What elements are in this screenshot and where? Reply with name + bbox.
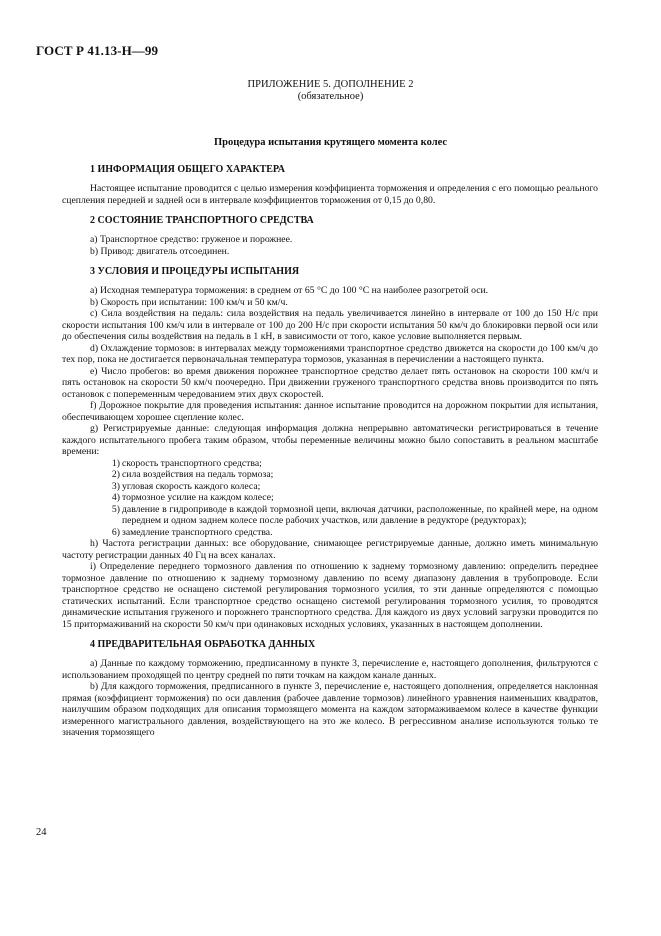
list-item [62, 481, 598, 493]
section-3-item-a: а) Исходная температура торможения: в среднем от 65 °С до 100 °С на наиболее разогретой оси. [90, 285, 489, 296]
section-4-heading: 4 ПРЕДВАРИТЕЛЬНАЯ ОБРАБОТКА ДАННЫХ [90, 639, 316, 650]
document-body [62, 160, 598, 739]
section-3-heading: 3 УСЛОВИЯ И ПРОЦЕДУРЫ ИСПЫТАНИЯ [90, 266, 300, 277]
section-3-item-f: f) Дорожное покрытие для проведения испытания: данное испытание проводится на дорожном покрытии для испытания, обеспечивающем хорошее сцепление колес. [62, 400, 598, 423]
list-item-text: давление в гидроприводе в каждой тормозной цепи, включая датчики, расположенные, по крайней мере, на одном переднем и одном заднем колесе после рабочих участков, или давление в редукторе (редукторах); [122, 503, 598, 526]
section-1-heading: 1 ИНФОРМАЦИЯ ОБЩЕГО ХАРАКТЕРА [90, 164, 285, 175]
section-3-item-e: е) Число пробегов: во время движения порожнее транспортное средство делает пять остановок на скорости 100 км/ч и пять остановок на скорости 50 км/ч поочередно. При движении груженого транспортного средства вновь производится по пять остановок с попеременным чередованием этих двух скоростей. [62, 365, 598, 400]
section-3-item-h: h) Частота регистрации данных: все оборудование, снимающее регистрируемые данные, должно иметь минимальную частоту регистрации данных 40 Гц на всех каналах. [62, 538, 598, 561]
list-item-number: 4) [111, 492, 120, 503]
recorded-data-list [62, 458, 598, 539]
list-item [62, 504, 598, 527]
document-id: ГОСТ Р 41.13-Н—99 [36, 43, 159, 58]
section-3-item-b: b) Скорость при испытании: 100 км/ч и 50 км/ч. [90, 296, 288, 308]
list-item [62, 527, 598, 539]
list-item-text: угловая скорость каждого колеса; [122, 480, 261, 492]
section-4-item-b: b) Для каждого торможения, предписанного в пункте 3, перечисление е, настоящего дополнения, определяется наклонная прямая (коэффициент торможения) по оси давления (рабочее давление тормозов) линейного уравнения наименьших квадратов, наилучшим образом подходящих для описания тормозящего момента на каждом затормаживаемом колесе в качестве функции измеренного магистрального давления, воздействующего на это же колесо. В регрессивном анализе используются только те значения тормозящего [62, 681, 598, 738]
section-2-item-b: b) Привод: двигатель отсоединен. [90, 245, 230, 257]
list-item-text: замедление транспортного средства. [122, 526, 273, 538]
section-3-item-i: i) Определение переднего тормозного давления по отношению к заднему тормозному давлению: определить переднее тормозное давление по отношению к заднему тормозному давлению по всему диапазону давления в трубопроводе. Если транспортное средство не оснащено системой регулирования тормозного усилия, то эти данные определяются с помощью статических испытаний. Если транспортное средство оснащено системой регулирования тормозного усилия, то проводятся динамические испытания груженого и порожнего транспортного средства. Для каждого из двух условий загрузки проводится по 15 притормаживаний на скорости 50 км/ч при одинаковых исходных условиях, указанных в настоящем дополнении. [62, 561, 598, 630]
list-item [62, 469, 598, 481]
list-item-number: 1) [111, 457, 120, 469]
appendix-title: ПРИЛОЖЕНИЕ 5. ДОПОЛНЕНИЕ 2 [247, 79, 414, 90]
list-item-number: 3) [111, 480, 120, 492]
list-item [62, 492, 598, 504]
section-3-item-d: d) Охлаждение тормозов: в интервалах между торможениями транспортное средство движется на скорости до 100 км/ч до тех пор, пока не достигается первоначальная температура тормозов, указанная в перечислении а настоящего пункта. [62, 342, 598, 365]
appendix-status: (обязательное) [297, 91, 364, 102]
list-item-number: 2) [111, 469, 120, 480]
list-item-number: 6) [111, 526, 120, 538]
section-2-heading: 2 СОСТОЯНИЕ ТРАНСПОРТНОГО СРЕДСТВА [90, 215, 314, 226]
appendix-heading [0, 79, 661, 103]
page-number: 24 [36, 827, 47, 838]
list-item-number: 5) [111, 503, 120, 515]
section-1-paragraph: Настоящее испытание проводится с целью измерения коэффициента торможения и определения с его помощью реального сцепления передней и задней оси в интервале коэффициентов торможения от 0,15 до 0,80. [62, 183, 598, 206]
list-item-text: тормозное усилие на каждом колесе; [122, 492, 274, 503]
section-4-item-a: а) Данные по каждому торможению, предписанному в пункте 3, перечисление е, настоящего дополнения, фильтруются с использованием проходящей по центру средней по пяти точкам на каждом канале данных. [62, 658, 598, 681]
section-3-item-c: с) Сила воздействия на педаль: сила воздействия на педаль увеличивается линейно в интервале от 100 до 150 Н/с при скорости испытания 100 км/ч или в интервале от 100 до 200 Н/с при скорости испытания 50 км/ч до блокировки первой оси или до обеспечения силы воздействия на педаль в 1 кН, в зависимости от того, какое условие выполняется первым. [62, 308, 598, 342]
list-item [62, 458, 598, 470]
list-item-text: скорость транспортного средства; [122, 457, 262, 469]
procedure-title: Процедура испытания крутящего момента колес [213, 137, 448, 148]
section-3-item-g: g) Регистрируемые данные: следующая информация должна непрерывно автоматически регистрироваться в течение каждого испытательного пробега таким образом, чтобы переменные величины можно было сопоставить в реальном масштабе времени: [62, 423, 598, 457]
section-2-item-a: а) Транспортное средство: груженое и порожнее. [90, 234, 293, 245]
list-item-text: сила воздействия на педаль тормоза; [122, 469, 274, 480]
